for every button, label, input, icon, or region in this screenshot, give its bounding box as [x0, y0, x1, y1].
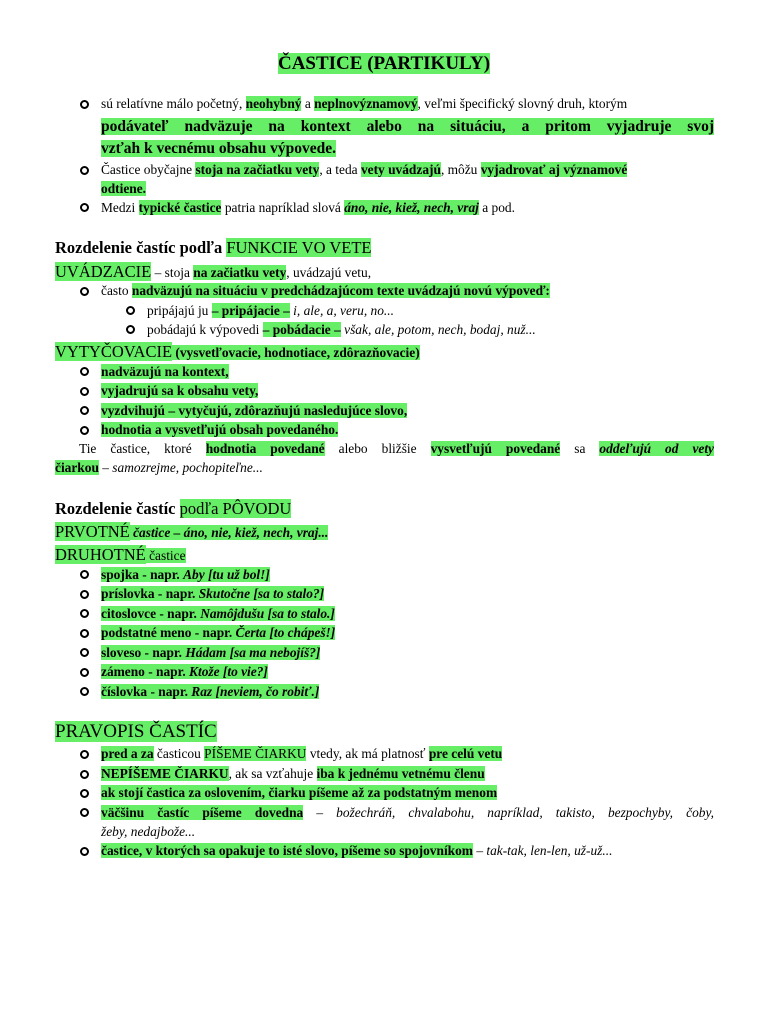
- druhotne-item: číslovka - napr. Raz [neviem, čo robiť.]: [101, 684, 320, 699]
- intro-line-6: Medzi typické častice patria napríklad slová áno, nie, kiež, nech, vraj a pod.: [101, 200, 515, 215]
- ciarkou-line: čiarkou – samozrejme, pochopiteľne...: [55, 460, 263, 475]
- pravopis-item-4: väčšinu častíc píšeme dovedna – božechráň, chvalabohu, napríklad, takisto, bezpochyby, čoby,: [101, 805, 715, 820]
- prvotne-line: PRVOTNÉ častice – áno, nie, kiež, nech, vraj...: [55, 522, 329, 541]
- bullet-icon: [80, 367, 89, 376]
- casto-line: často nadväzujú na situáciu v predchádzajúcom texte uvádzajú novú výpoveď:: [101, 283, 550, 298]
- bullet-icon: [80, 789, 89, 798]
- uvadzacie-line: UVÁDZACIE – stoja na začiatku vety, uvádzajú vetu,: [55, 262, 372, 281]
- vytycovacie-item: vyzdvihujú – vytyčujú, zdôrazňujú nasledujúce slovo,: [101, 403, 408, 418]
- bullet-icon: [80, 287, 89, 296]
- pobadacie-line: pobádajú k výpovedi – pobádacie – však, ale, potom, nech, bodaj, nuž...: [147, 322, 536, 337]
- druhotne-item: podstatné meno - napr. Čerta [to chápeš!]: [101, 625, 336, 640]
- bullet-icon: [80, 387, 89, 396]
- intro-line-4: Častice obyčajne stoja na začiatku vety, a teda vety uvádzajú, môžu vyjadrovať aj významové: [101, 162, 628, 177]
- pravopis-item-4-cont: žeby, nedajbože...: [101, 824, 196, 839]
- druhotne-item: citoslovce - napr. Namôjdušu [sa to stalo.]: [101, 606, 335, 621]
- tie-castice-line: Tie častice, ktoré hodnotia povedané alebo bližšie vysvetľujú povedané sa oddeľujú od vety: [79, 441, 714, 456]
- bullet-icon: [80, 570, 89, 579]
- intro-line-5: odtiene.: [101, 181, 147, 196]
- druhotne-item: spojka - napr. Aby [tu už bol!]: [101, 567, 270, 582]
- druhotne-line: DRUHOTNÉ častice: [55, 545, 186, 564]
- vytycovacie-item: vyjadrujú sa k obsahu vety,: [101, 383, 259, 398]
- intro-line-2: podávateľ nadväzuje na kontext alebo na situáciu, a pritom vyjadruje svoj: [101, 118, 714, 135]
- bullet-icon: [80, 166, 89, 175]
- bullet-icon: [80, 750, 89, 759]
- druhotne-item: sloveso - napr. Hádam [sa ma nebojíš?]: [101, 645, 321, 660]
- bullet-icon: [80, 426, 89, 435]
- bullet-icon: [80, 629, 89, 638]
- druhotne-item: príslovka - napr. Skutočne [sa to stalo?]: [101, 586, 325, 601]
- section-heading-funkcie: Rozdelenie častíc podľa FUNKCIE VO VETE: [55, 238, 372, 257]
- bullet-icon: [80, 770, 89, 779]
- bullet-icon: [80, 590, 89, 599]
- bullet-icon: [80, 687, 89, 696]
- vytycovacie-item: nadväzujú na kontext,: [101, 364, 229, 379]
- page-title: ČASTICE (PARTIKULY): [277, 53, 491, 74]
- pravopis-item-3: ak stojí častica za oslovením, čiarku píšeme až za podstatným menom: [101, 785, 498, 800]
- bullet-icon: [126, 325, 135, 334]
- bullet-icon: [80, 668, 89, 677]
- section-heading-povod: Rozdelenie častíc podľa PÔVODU: [55, 499, 292, 518]
- bullet-icon: [80, 808, 89, 817]
- bullet-icon: [80, 847, 89, 856]
- bullet-icon: [80, 648, 89, 657]
- bullet-icon: [80, 406, 89, 415]
- bullet-icon: [80, 609, 89, 618]
- druhotne-item: zámeno - napr. Ktože [to vie?]: [101, 664, 268, 679]
- intro-line-3: vzťah k vecnému obsahu výpovede.: [101, 140, 337, 157]
- bullet-icon: [80, 203, 89, 212]
- bullet-icon: [80, 100, 89, 109]
- vytycovacie-item: hodnotia a vysvetľujú obsah povedaného.: [101, 422, 339, 437]
- pravopis-item-1: pred a za časticou PÍŠEME ČIARKU vtedy, ak má platnosť pre celú vetu: [101, 746, 503, 761]
- bullet-icon: [126, 306, 135, 315]
- vytycovacie-line: VYTYČOVACIE (vysvetľovacie, hodnotiace, zdôrazňovacie): [55, 342, 420, 361]
- pripajacie-line: pripájajú ju – pripájacie – i, ale, a, veru, no...: [147, 303, 394, 318]
- pravopis-item-2: NEPÍŠEME ČIARKU, ak sa vzťahuje iba k jednému vetnému členu: [101, 766, 485, 781]
- section-heading-pravopis: PRAVOPIS ČASTÍC: [55, 721, 217, 742]
- intro-line-1: sú relatívne málo početný, neohybný a neplnovýznamový, veľmi špecifický slovný druh, ktorým: [101, 96, 628, 111]
- pravopis-item-5: častice, v ktorých sa opakuje to isté slovo, píšeme so spojovníkom – tak-tak, len-len, už-už...: [101, 843, 613, 858]
